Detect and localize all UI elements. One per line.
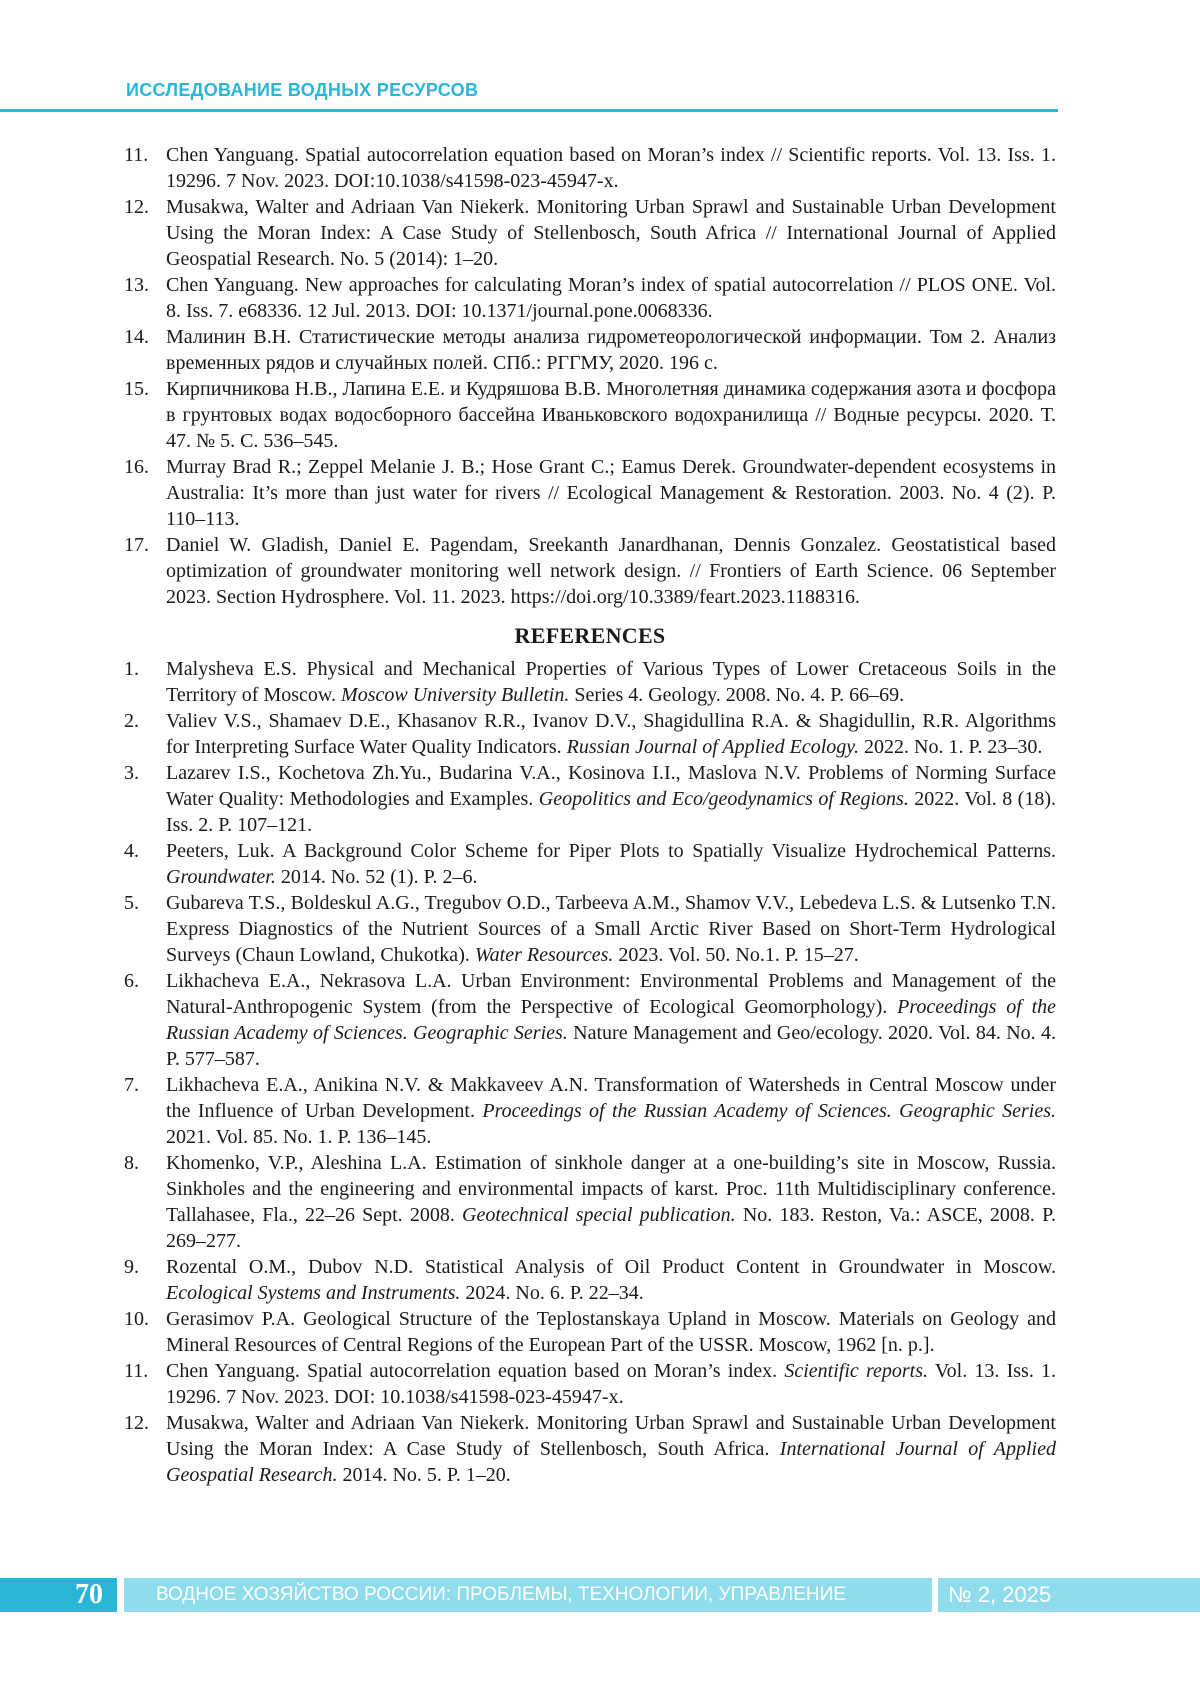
ref-source: Moscow University Bulletin.: [341, 684, 570, 706]
ref-text: Chen Yanguang. Spatial autocorrelation equation based on Moran’s index.: [166, 1360, 785, 1382]
item-number: 11.: [124, 1360, 149, 1382]
ref-details: Series 4. Geology. 2008. No. 4. P. 66–69.: [569, 684, 905, 706]
page-footer: [0, 1578, 1200, 1612]
item-text: Musakwa, Walter and Adriaan Van Niekerk. Monitoring Urban Sprawl and Sustainable Urban Development Using the Moran Index: A Case Study of Stellenbosch, South Africa // International Journal of Applied Geospatial Research. No. 5 (2014): 1–20.: [166, 196, 1056, 270]
ref-details: 2014. No. 52 (1). P. 2–6.: [275, 866, 478, 888]
ref-text: Lazarev I.S., Kochetova Zh.Yu., Budarina V.A., Kosinova I.I., Maslova N.V. Problems of Norming Surface Water Quality: Methodologies and Examples.: [166, 762, 1056, 810]
references-heading: REFERENCES: [514, 623, 666, 648]
ref-text: Gerasimov P.A. Geological Structure of the Teplostanskaya Upland in Moscow. Materials on Geology and Mineral Resources of Central Regions of the European Part of the USSR. Moscow, 1962 [n. p.].: [166, 1308, 1056, 1356]
item-number: 10.: [124, 1308, 149, 1330]
ref-source: Water Resources.: [474, 944, 614, 966]
item-number: 11.: [124, 144, 149, 166]
ref-details: 2021. Vol. 85. No. 1. P. 136–145.: [166, 1126, 432, 1148]
item-number: 5.: [124, 892, 139, 914]
ref-source: Scientific reports.: [784, 1360, 928, 1382]
page-content: [124, 142, 1056, 1488]
literature-item: [124, 454, 1056, 532]
ref-details: 2023. Vol. 50. No.1. P. 15–27.: [613, 944, 859, 966]
ref-source: Proceedings of the Russian Academy of Sciences. Geographic Series.: [482, 1100, 1056, 1122]
reference-item: [124, 1358, 1056, 1410]
item-number: 13.: [124, 274, 149, 296]
ref-details: Nature Management and Geo/ecology. 2020. Vol. 84. No. 4. P. 577–587.: [166, 1022, 1056, 1070]
item-number: 12.: [124, 1412, 149, 1434]
reference-item: [124, 890, 1056, 968]
item-text: Chen Yanguang. New approaches for calculating Moran’s index of spatial autocorrelation // PLOS ONE. Vol. 8. Iss. 7. e68336. 12 Jul. 2013. DOI: 10.1371/journal.pone.0068336.: [166, 274, 1056, 322]
reference-item: [124, 838, 1056, 890]
reference-item: [124, 1150, 1056, 1254]
item-text: Daniel W. Gladish, Daniel E. Pagendam, Sreekanth Janardhanan, Dennis Gonzalez. Geostatistical based optimization of groundwater monitoring well network design. // Frontiers of Earth Science. 06 September 2023. Section Hydrosphere. Vol. 11. 2023. https://doi.org/10.3389/feart.2023.1188316.: [166, 534, 1056, 608]
literature-item: [124, 324, 1056, 376]
item-number: 9.: [124, 1256, 139, 1278]
ref-details: 2014. No. 5. P. 1–20.: [337, 1464, 511, 1486]
reference-item: [124, 656, 1056, 708]
running-header: ИССЛЕДОВАНИЕ ВОДНЫХ РЕСУРСОВ: [126, 80, 479, 100]
item-number: 17.: [124, 534, 149, 556]
item-number: 6.: [124, 970, 139, 992]
ref-text: Rozental O.M., Dubov N.D. Statistical Analysis of Oil Product Content in Groundwater in Moscow.: [166, 1256, 1056, 1278]
page-number: 70: [0, 1578, 117, 1612]
reference-item: [124, 760, 1056, 838]
ref-text: Likhacheva E.A., Nekrasova L.A. Urban Environment: Environmental Problems and Management of the Natural-Anthropogenic System (from the Perspective of Ecological Geomorphology).: [166, 970, 1056, 1018]
ref-text: Khomenko, V.P., Aleshina L.A. Estimation of sinkhole danger at a one-building’s site in Moscow, Russia. Sinkholes and the engineering and environmental impacts of karst. Proc. 11th Multidisciplinary conference. Tallahasee, Fla., 22–26 Sept. 2008.: [166, 1152, 1056, 1226]
reference-item: [124, 1072, 1056, 1150]
item-text: Малинин В.Н. Статистические методы анализа гидрометеорологической информации. Том 2. Анализ временных рядов и случайных полей. СПб.: РГГМУ, 2020. 196 с.: [166, 326, 1056, 374]
literature-item: [124, 532, 1056, 610]
reference-item: [124, 968, 1056, 1072]
literature-item: [124, 194, 1056, 272]
ref-text: Malysheva E.S. Physical and Mechanical Properties of Various Types of Lower Cretaceous Soils in the Territory of Moscow.: [166, 658, 1056, 706]
issue-number: № 2, 2025: [938, 1578, 1200, 1612]
item-text: Chen Yanguang. Spatial autocorrelation equation based on Moran’s index // Scientific reports. Vol. 13. Iss. 1. 19296. 7 Nov. 2023. DOI:10.1038/s41598-023-45947-x.: [166, 144, 1056, 192]
ref-source: Russian Journal of Applied Ecology.: [566, 736, 860, 758]
reference-item: [124, 1306, 1056, 1358]
ref-details: No. 183. Reston, Va.: ASCE, 2008. P. 269–277.: [166, 1204, 1056, 1252]
references-list: [124, 656, 1056, 1488]
ref-text: Musakwa, Walter and Adriaan Van Niekerk. Monitoring Urban Sprawl and Sustainable Urban Development Using the Moran Index: A Case Study of Stellenbosch, South Africa.: [166, 1412, 1056, 1460]
item-text: Murray Brad R.; Zeppel Melanie J. B.; Hose Grant C.; Eamus Derek. Groundwater-dependent ecosystems in Australia: It’s more than just water for rivers // Ecological Management & Restoration. 2003. No. 4 (2). P. 110–113.: [166, 456, 1056, 530]
ref-text: Likhacheva E.A., Anikina N.V. & Makkaveev A.N. Transformation of Watersheds in Central Moscow under the Influence of Urban Development.: [166, 1074, 1056, 1122]
ref-text: Gubareva T.S., Boldeskul A.G., Tregubov O.D., Tarbeeva A.M., Shamov V.V., Lebedeva L.S. & Lutsenko T.N. Express Diagnostics of the Nutrient Sources of a Small Arctic River Based on Short-Term Hydrological Surveys (Chaun Lowland, Chukotka).: [166, 892, 1056, 966]
ref-source: International Journal of Applied Geospatial Research.: [166, 1438, 1056, 1486]
item-number: 15.: [124, 378, 149, 400]
ref-text: Peeters, Luk. A Background Color Scheme for Piper Plots to Spatially Visualize Hydrochemical Patterns.: [166, 840, 1056, 862]
item-number: 3.: [124, 762, 139, 784]
ref-details: 2022. No. 1. P. 23–30.: [859, 736, 1043, 758]
ref-text: Valiev V.S., Shamaev D.E., Khasanov R.R., Ivanov D.V., Shagidullina R.A. & Shagidullin, R.R. Algorithms for Interpreting Surface Water Quality Indicators.: [166, 710, 1056, 758]
reference-item: [124, 708, 1056, 760]
literature-item: [124, 272, 1056, 324]
item-number: 16.: [124, 456, 149, 478]
reference-item: [124, 1254, 1056, 1306]
literature-list: [124, 142, 1056, 610]
ref-source: Groundwater.: [166, 866, 276, 888]
ref-source: Geotechnical special publication.: [462, 1204, 736, 1226]
item-number: 14.: [124, 326, 149, 348]
item-number: 4.: [124, 840, 139, 862]
header-rule: [0, 109, 1058, 112]
ref-source: Proceedings of the Russian Academy of Sciences. Geographic Series.: [166, 996, 1056, 1044]
item-number: 2.: [124, 710, 139, 732]
literature-item: [124, 142, 1056, 194]
ref-details: Vol. 13. Iss. 1. 19296. 7 Nov. 2023. DOI: 10.1038/s41598-023-45947-x.: [166, 1360, 1056, 1408]
literature-item: [124, 376, 1056, 454]
reference-item: [124, 1410, 1056, 1488]
item-number: 1.: [124, 658, 139, 680]
ref-details: 2024. No. 6. P. 22–34.: [460, 1282, 644, 1304]
item-number: 12.: [124, 196, 149, 218]
journal-title: ВОДНОЕ ХОЗЯЙСТВО РОССИИ: ПРОБЛЕМЫ, ТЕХНОЛОГИИ, УПРАВЛЕНИЕ: [124, 1578, 932, 1612]
item-number: 7.: [124, 1074, 139, 1096]
ref-source: Geopolitics and Eco/geodynamics of Regions.: [538, 788, 909, 810]
item-number: 8.: [124, 1152, 139, 1174]
item-text: Кирпичникова Н.В., Лапина Е.Е. и Кудряшова В.В. Многолетняя динамика содержания азота и фосфора в грунтовых водах водосборного бассейна Иваньковского водохранилища // Водные ресурсы. 2020. Т. 47. № 5. С. 536–545.: [166, 378, 1056, 452]
ref-source: Ecological Systems and Instruments.: [166, 1282, 461, 1304]
ref-details: 2022. Vol. 8 (18). Iss. 2. P. 107–121.: [166, 788, 1056, 836]
